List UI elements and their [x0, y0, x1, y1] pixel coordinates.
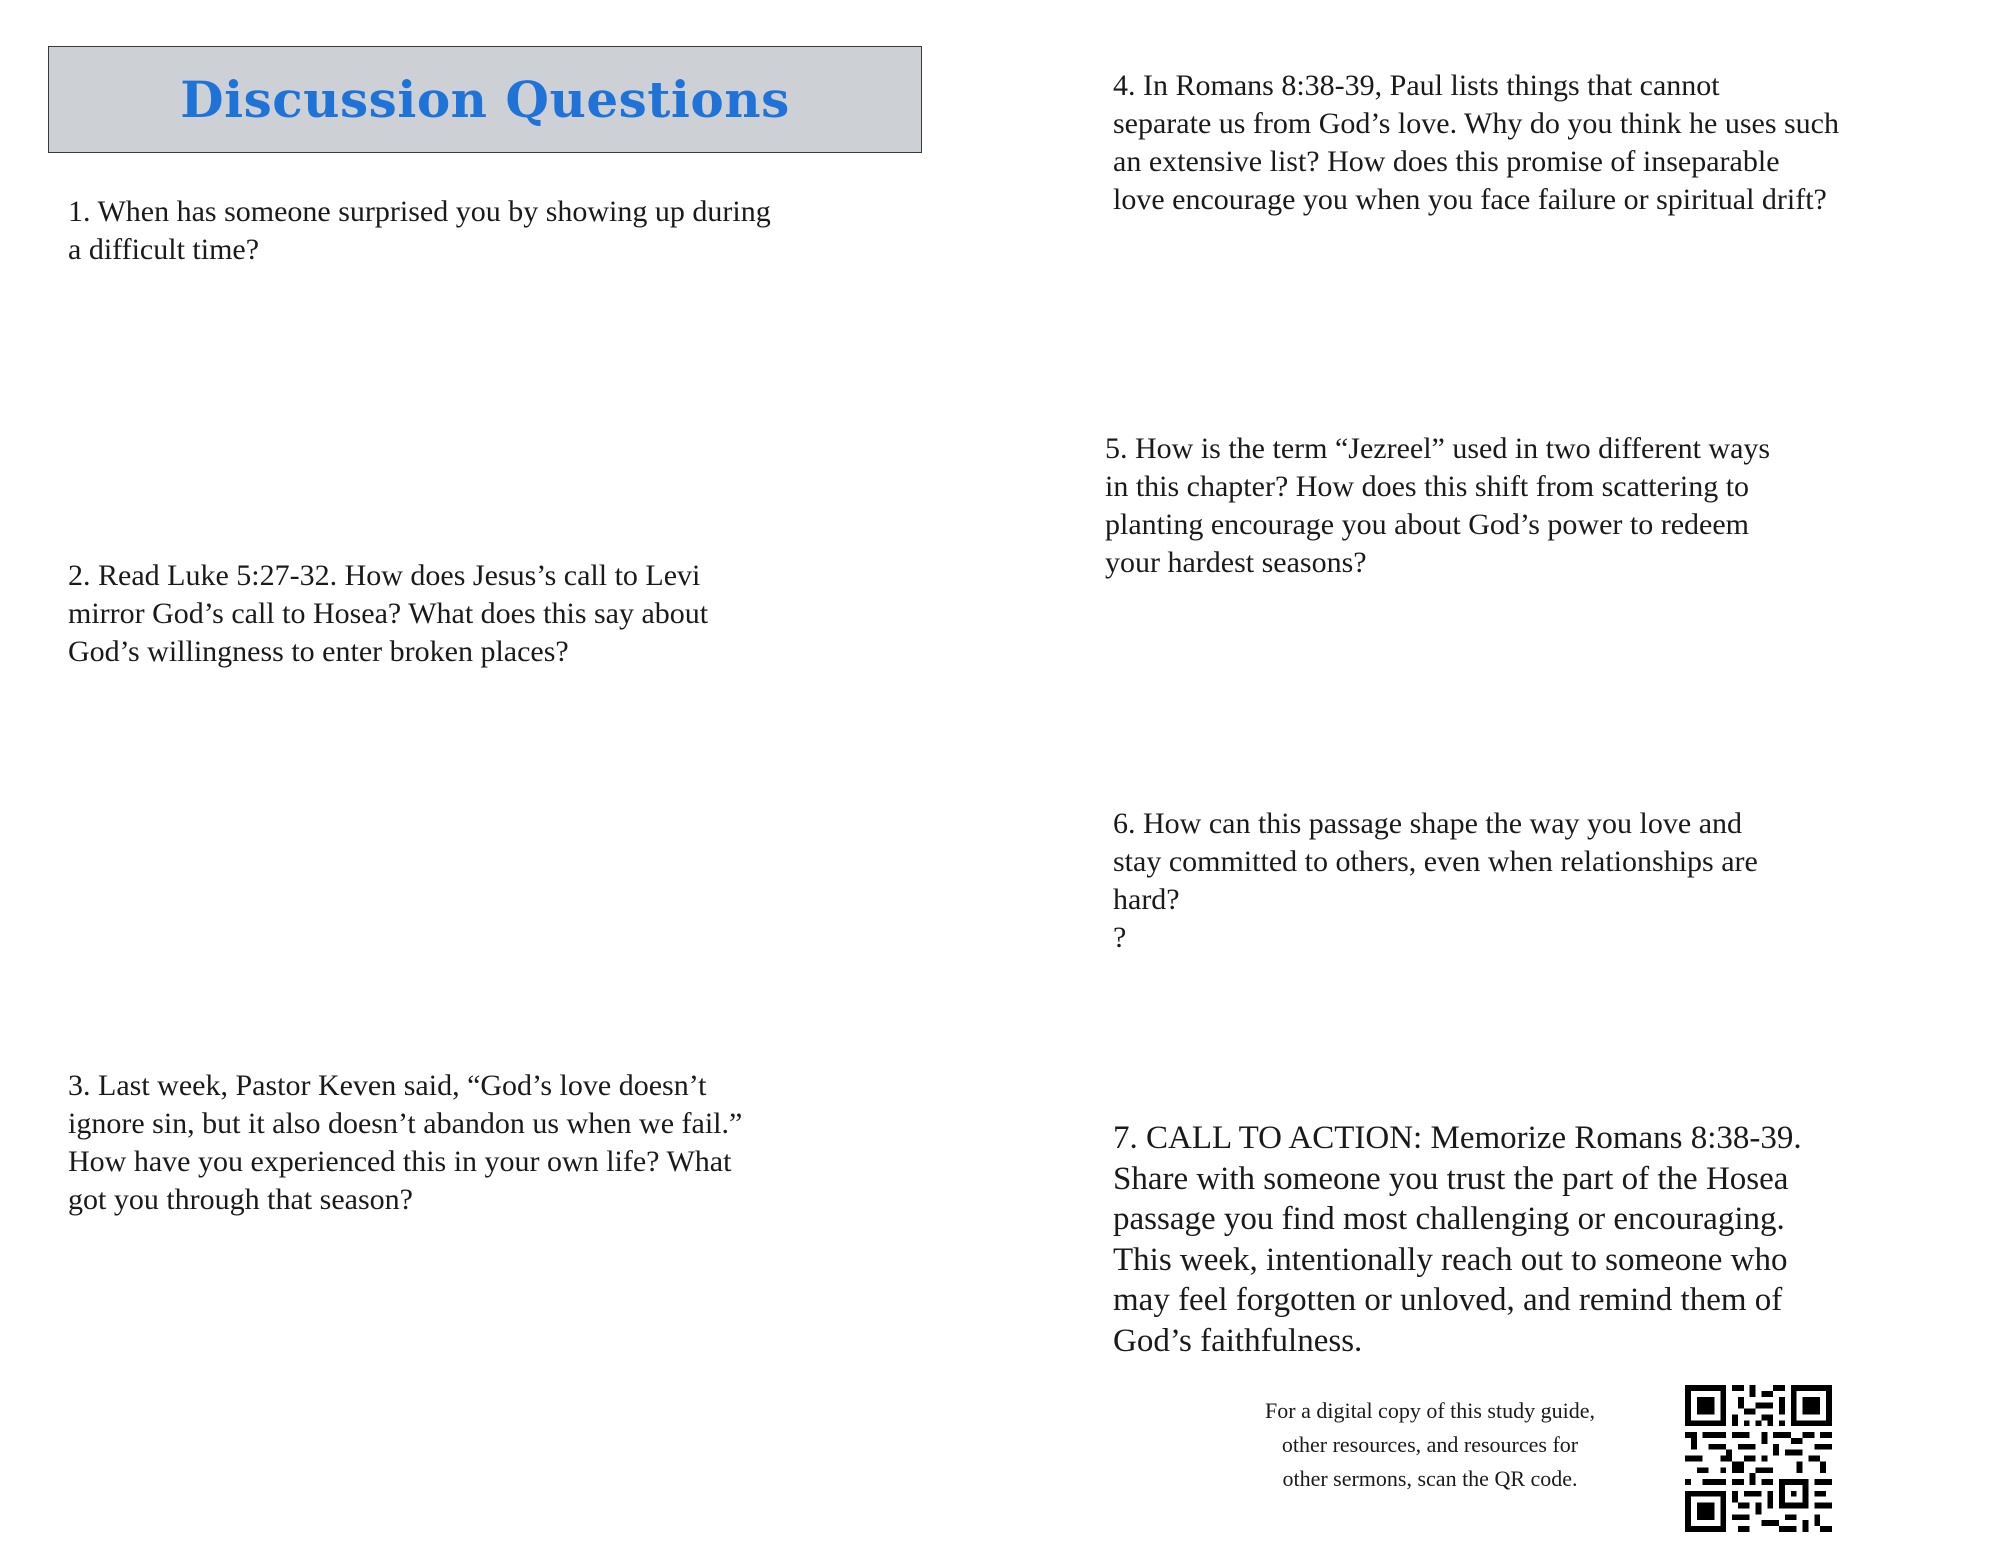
question-3-number: 3. [68, 1069, 91, 1102]
call-to-action-number: 7. [1113, 1120, 1138, 1156]
question-4-text: In Romans 8:38-39, Paul lists things that cannot separate us from God’s love. Why do you think he uses such an extensive list? How does this promise of inseparable love encourage you when you face failure or spiritual drift? [1113, 69, 1839, 216]
question-1 [68, 193, 928, 269]
question-6-number: 6. [1113, 807, 1136, 840]
call-to-action-text: CALL TO ACTION: Memorize Romans 8:38-39. Share with someone you trust the part of the Hosea passage you find most challenging or encouraging. This week, intentionally reach out to someone who may feel forgotten or unloved, and remind them of God’s faithfulness. [1113, 1120, 1802, 1359]
question-5-number: 5. [1105, 432, 1128, 465]
title-box [48, 46, 922, 153]
question-1-number: 1. [68, 195, 91, 228]
question-2-text: Read Luke 5:27-32. How does Jesus’s call to Levi mirror God’s call to Hosea? What does this say about God’s willingness to enter broken places? [68, 559, 709, 668]
question-2-number: 2. [68, 559, 91, 592]
page-title: Discussion Questions [180, 70, 790, 129]
question-3-text: Last week, Pastor Keven said, “God’s love doesn’t ignore sin, but it also doesn’t abandon us when we fail.” How have you experienced this in your own life? What got you through that season? [68, 1069, 743, 1216]
question-4 [1113, 67, 1973, 219]
qr-code-icon[interactable] [1685, 1385, 1832, 1532]
question-6-text: How can this passage shape the way you love and stay committed to others, even when relationships are hard? ? [1113, 807, 1758, 954]
question-4-number: 4. [1113, 69, 1136, 102]
question-6 [1113, 805, 1953, 957]
call-to-action [1113, 1118, 1953, 1361]
question-5 [1105, 430, 1945, 582]
question-3 [68, 1067, 908, 1219]
digital-copy-note: For a digital copy of this study guide, other resources, and resources for other sermons, scan the QR code. [1265, 1398, 1595, 1491]
question-5-text: How is the term “Jezreel” used in two different ways in this chapter? How does this shift from scattering to planting encourage you about God’s power to redeem your hardest seasons? [1105, 432, 1771, 579]
question-2 [68, 557, 888, 671]
question-1-text: When has someone surprised you by showing up during a difficult time? [68, 195, 771, 266]
